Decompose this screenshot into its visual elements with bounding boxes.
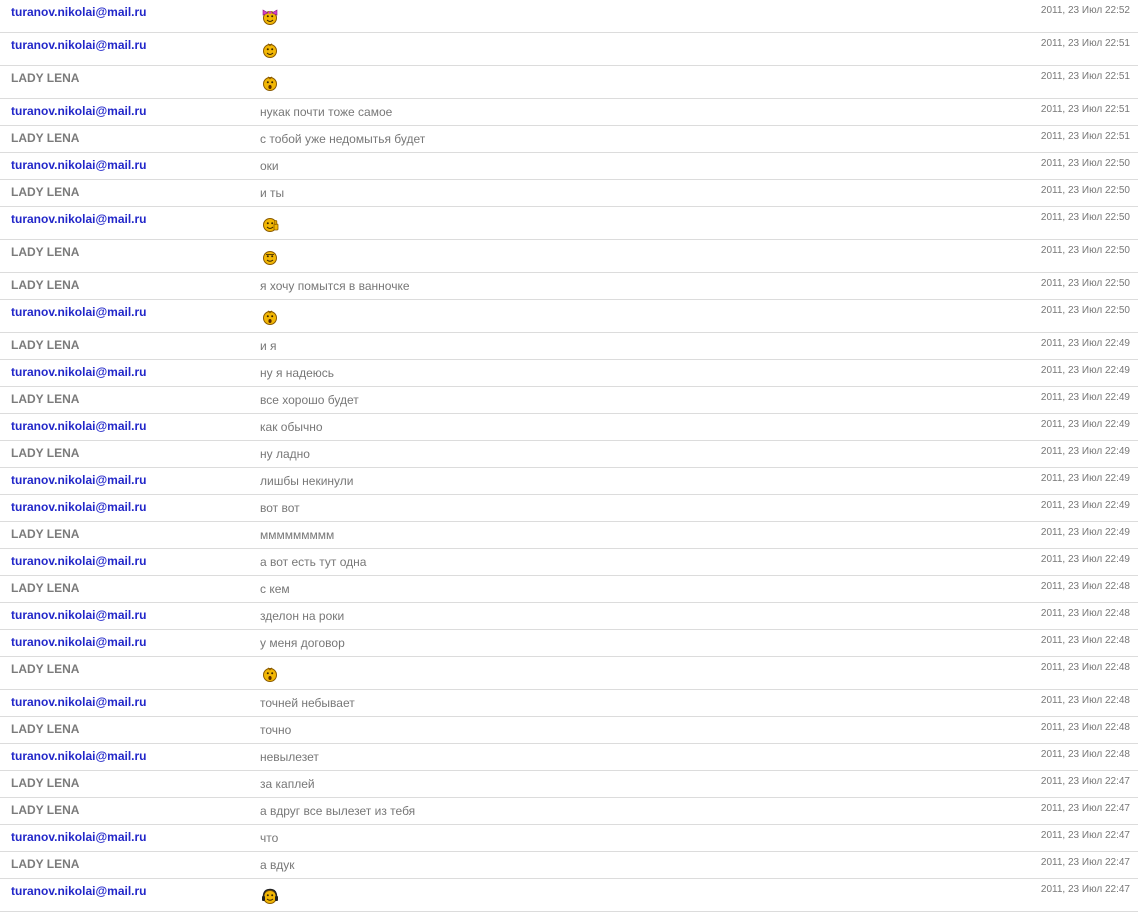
message-timestamp: 2011, 23 Июл 22:47 <box>1040 776 1130 787</box>
message-sender: LADY LENA <box>11 392 80 406</box>
message-text: а вдруг все вылезет из тебя <box>260 804 416 818</box>
message-row <box>0 441 1138 468</box>
message-timestamp: 2011, 23 Июл 22:49 <box>1040 500 1130 511</box>
message-sender[interactable]: turanov.nikolai@mail.ru <box>11 38 147 52</box>
message-row <box>0 522 1138 549</box>
message-timestamp: 2011, 23 Июл 22:49 <box>1040 338 1130 349</box>
message-smiley <box>261 41 279 59</box>
message-row <box>0 126 1138 153</box>
message-text: с тобой уже недомытья будет <box>260 132 426 146</box>
message-timestamp: 2011, 23 Июл 22:50 <box>1040 212 1130 223</box>
message-sender[interactable]: turanov.nikolai@mail.ru <box>11 419 147 433</box>
message-text: а вдук <box>260 858 295 872</box>
message-sender[interactable]: turanov.nikolai@mail.ru <box>11 158 147 172</box>
shocked-smiley-icon <box>261 665 279 683</box>
message-row <box>0 66 1138 99</box>
girl-bow-smiley-icon <box>261 8 279 26</box>
message-timestamp: 2011, 23 Июл 22:49 <box>1040 554 1130 565</box>
message-row <box>0 207 1138 240</box>
message-text: все хорошо будет <box>260 393 359 407</box>
message-sender: LADY LENA <box>11 131 80 145</box>
message-text: что <box>260 831 279 845</box>
message-row <box>0 771 1138 798</box>
message-row <box>0 603 1138 630</box>
message-timestamp: 2011, 23 Июл 22:50 <box>1040 158 1130 169</box>
message-text: вот вот <box>260 501 300 515</box>
message-sender[interactable]: turanov.nikolai@mail.ru <box>11 830 147 844</box>
message-row <box>0 852 1138 879</box>
message-timestamp: 2011, 23 Июл 22:48 <box>1040 662 1130 673</box>
message-sender: LADY LENA <box>11 245 80 259</box>
message-timestamp: 2011, 23 Июл 22:51 <box>1040 131 1130 142</box>
message-sender: LADY LENA <box>11 446 80 460</box>
message-text: и ты <box>260 186 285 200</box>
message-sender: LADY LENA <box>11 527 80 541</box>
message-row <box>0 0 1138 33</box>
message-sender: LADY LENA <box>11 776 80 790</box>
message-row <box>0 333 1138 360</box>
message-row <box>0 549 1138 576</box>
message-smiley <box>261 887 279 905</box>
message-row <box>0 360 1138 387</box>
message-row <box>0 99 1138 126</box>
message-timestamp: 2011, 23 Июл 22:48 <box>1040 749 1130 760</box>
message-row <box>0 576 1138 603</box>
message-timestamp: 2011, 23 Июл 22:48 <box>1040 635 1130 646</box>
message-sender[interactable]: turanov.nikolai@mail.ru <box>11 608 147 622</box>
message-timestamp: 2011, 23 Июл 22:47 <box>1040 884 1130 895</box>
message-sender: LADY LENA <box>11 662 80 676</box>
message-text: с кем <box>260 582 290 596</box>
message-row <box>0 414 1138 441</box>
message-sender[interactable]: turanov.nikolai@mail.ru <box>11 554 147 568</box>
message-row <box>0 630 1138 657</box>
message-timestamp: 2011, 23 Июл 22:50 <box>1040 185 1130 196</box>
message-sender[interactable]: turanov.nikolai@mail.ru <box>11 884 147 898</box>
thumbs-up-smiley-icon <box>261 215 279 233</box>
message-text: у меня договор <box>260 636 345 650</box>
message-row <box>0 273 1138 300</box>
message-sender: LADY LENA <box>11 803 80 817</box>
message-row <box>0 690 1138 717</box>
message-row <box>0 180 1138 207</box>
message-text: невылезет <box>260 750 319 764</box>
message-row <box>0 468 1138 495</box>
message-timestamp: 2011, 23 Июл 22:51 <box>1040 104 1130 115</box>
message-sender: LADY LENA <box>11 338 80 352</box>
shocked-smiley-icon <box>261 74 279 92</box>
message-sender[interactable]: turanov.nikolai@mail.ru <box>11 5 147 19</box>
message-timestamp: 2011, 23 Июл 22:49 <box>1040 527 1130 538</box>
message-text: зделон на роки <box>260 609 345 623</box>
message-timestamp: 2011, 23 Июл 22:48 <box>1040 695 1130 706</box>
message-row <box>0 495 1138 522</box>
headphones-smiley-icon <box>261 887 279 905</box>
smile-smiley-icon <box>261 41 279 59</box>
shocked-smiley-icon <box>261 308 279 326</box>
message-sender: LADY LENA <box>11 278 80 292</box>
message-timestamp: 2011, 23 Июл 22:52 <box>1040 5 1130 16</box>
message-text: как обычно <box>260 420 323 434</box>
message-timestamp: 2011, 23 Июл 22:50 <box>1040 245 1130 256</box>
message-text: ммммммммм <box>260 528 335 542</box>
message-timestamp: 2011, 23 Июл 22:49 <box>1040 365 1130 376</box>
message-sender: LADY LENA <box>11 185 80 199</box>
message-text: а вот есть тут одна <box>260 555 367 569</box>
message-timestamp: 2011, 23 Июл 22:47 <box>1040 830 1130 841</box>
message-row <box>0 33 1138 66</box>
message-sender[interactable]: turanov.nikolai@mail.ru <box>11 500 147 514</box>
message-row <box>0 798 1138 825</box>
message-smiley <box>261 248 279 266</box>
message-timestamp: 2011, 23 Июл 22:50 <box>1040 278 1130 289</box>
message-timestamp: 2011, 23 Июл 22:50 <box>1040 305 1130 316</box>
message-text: лишбы некинули <box>260 474 354 488</box>
message-sender: LADY LENA <box>11 722 80 736</box>
message-timestamp: 2011, 23 Июл 22:48 <box>1040 722 1130 733</box>
message-timestamp: 2011, 23 Июл 22:51 <box>1040 71 1130 82</box>
message-smiley <box>261 215 279 233</box>
message-row <box>0 657 1138 690</box>
message-sender: LADY LENA <box>11 581 80 595</box>
message-timestamp: 2011, 23 Июл 22:47 <box>1040 803 1130 814</box>
message-sender[interactable]: turanov.nikolai@mail.ru <box>11 365 147 379</box>
message-row <box>0 717 1138 744</box>
message-sender[interactable]: turanov.nikolai@mail.ru <box>11 749 147 763</box>
message-timestamp: 2011, 23 Июл 22:49 <box>1040 473 1130 484</box>
message-row <box>0 825 1138 852</box>
message-smiley <box>261 308 279 326</box>
message-text: точно <box>260 723 292 737</box>
message-sender[interactable]: turanov.nikolai@mail.ru <box>11 305 147 319</box>
message-smiley <box>261 74 279 92</box>
message-smiley <box>261 8 279 26</box>
message-text: ну я надеюсь <box>260 366 335 380</box>
message-timestamp: 2011, 23 Июл 22:48 <box>1040 581 1130 592</box>
message-row <box>0 879 1138 912</box>
message-sender: LADY LENA <box>11 857 80 871</box>
message-row <box>0 300 1138 333</box>
message-timestamp: 2011, 23 Июл 22:49 <box>1040 392 1130 403</box>
blush-smiley-icon <box>261 248 279 266</box>
message-sender: LADY LENA <box>11 71 80 85</box>
message-row <box>0 240 1138 273</box>
message-sender[interactable]: turanov.nikolai@mail.ru <box>11 104 147 118</box>
message-text: оки <box>260 159 279 173</box>
message-sender[interactable]: turanov.nikolai@mail.ru <box>11 212 147 226</box>
message-timestamp: 2011, 23 Июл 22:51 <box>1040 38 1130 49</box>
message-sender[interactable]: turanov.nikolai@mail.ru <box>11 473 147 487</box>
message-row <box>0 387 1138 414</box>
message-row <box>0 153 1138 180</box>
message-row <box>0 744 1138 771</box>
message-text: точней небывает <box>260 696 355 710</box>
message-text: ну ладно <box>260 447 310 461</box>
message-timestamp: 2011, 23 Июл 22:49 <box>1040 446 1130 457</box>
message-sender[interactable]: turanov.nikolai@mail.ru <box>11 695 147 709</box>
message-text: нукак почти тоже самое <box>260 105 393 119</box>
message-text: и я <box>260 339 277 353</box>
message-timestamp: 2011, 23 Июл 22:48 <box>1040 608 1130 619</box>
message-timestamp: 2011, 23 Июл 22:49 <box>1040 419 1130 430</box>
message-text: за каплей <box>260 777 315 791</box>
message-text: я хочу помытся в ванночке <box>260 279 410 293</box>
message-sender[interactable]: turanov.nikolai@mail.ru <box>11 635 147 649</box>
message-timestamp: 2011, 23 Июл 22:47 <box>1040 857 1130 868</box>
message-smiley <box>261 665 279 683</box>
